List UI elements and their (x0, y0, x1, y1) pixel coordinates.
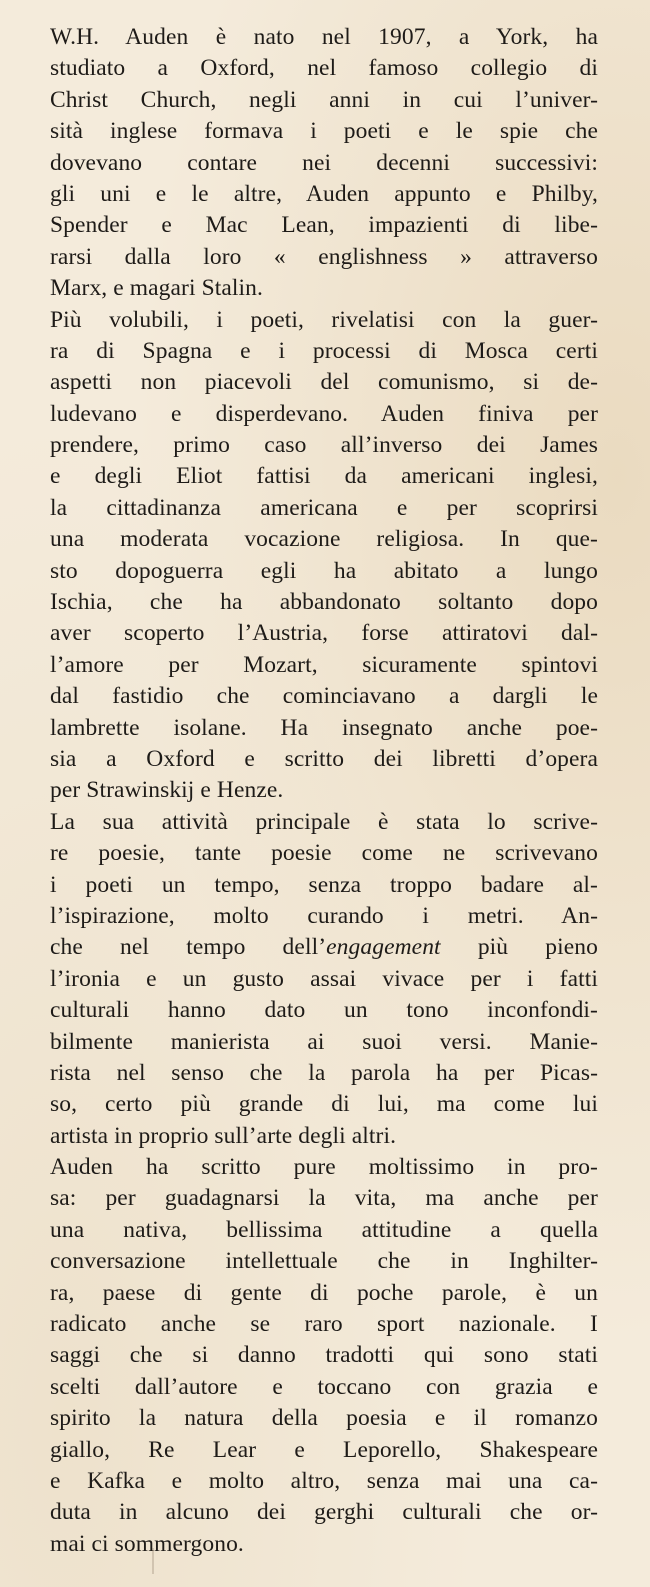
text-line: mai ci sommergono. (50, 1530, 244, 1557)
text-line: saggi che si danno tradotti qui sono stati (50, 1342, 598, 1369)
text-line: W.H. Auden è nato nel 1907, a York, ha (50, 24, 598, 50)
text-line: La sua attività principale è stata lo scrive- (50, 808, 598, 835)
text-line: artista in proprio sull’arte degli altri. (50, 1122, 397, 1149)
text-line: e Kafka e molto altro, senza mai una ca- (50, 1467, 598, 1494)
text-line: spirito la natura della poesia e il romanzo (50, 1405, 598, 1432)
text-line: culturali hanno dato un tono inconfondi- (50, 997, 598, 1024)
paragraph (50, 807, 598, 1152)
text-line: e degli Eliot fattisi da americani inglesi, (50, 463, 598, 490)
text-line: una moderata vocazione religiosa. In que- (50, 526, 598, 553)
text-line: rista nel senso che la parola ha per Picas- (50, 1059, 598, 1086)
text-line: Spender e Mac Lean, impazienti di libe- (50, 212, 598, 239)
text-line: re poesie, tante poesie come ne scrivevano (50, 840, 598, 867)
text-line-with-italic (50, 932, 598, 963)
text-line: per Strawinskij e Henze. (50, 777, 284, 804)
text-line: sto dopoguerra egli ha abitato a lungo (50, 557, 598, 584)
text-line: rarsi dalla loro « englishness » attraverso (50, 243, 598, 270)
text-line: sia a Oxford e scritto dei libretti d’opera (50, 745, 598, 772)
text-line: aspetti non piacevoli del comunismo, si de- (50, 369, 598, 396)
text-line: Marx, e magari Stalin. (50, 275, 263, 302)
text-line: ludevano e disperdevano. Auden finiva per (50, 400, 598, 427)
text-line: so, certo più grande di lui, ma come lui (50, 1091, 598, 1118)
text-line: Christ Church, negli anni in cui l’univer- (50, 86, 598, 113)
text-line: lambrette isolane. Ha insegnato anche poe- (50, 714, 598, 741)
text-segment: che nel tempo dell’ (50, 934, 327, 961)
text-line: sa: per guadagnarsi la vita, ma anche per (50, 1185, 598, 1212)
text-line: aver scoperto l’Austria, forse attiratovi dal- (50, 620, 598, 647)
text-line: l’ispirazione, molto curando i metri. An- (50, 902, 598, 929)
text-line: i poeti un tempo, senza troppo badare al- (50, 871, 598, 898)
text-line: dal fastidio che cominciavano a dargli le (50, 683, 598, 710)
text-line: Più volubili, i poeti, rivelatisi con la guer- (50, 306, 598, 333)
text-line: prendere, primo caso all’inverso dei James (50, 432, 598, 459)
paragraph (50, 1152, 598, 1560)
text-line: l’amore per Mozart, sicuramente spintovi (50, 651, 598, 678)
body-text (50, 22, 598, 1560)
text-line: duta in alcuno dei gerghi culturali che or- (50, 1499, 598, 1526)
text-line: ra di Spagna e i processi di Mosca certi (50, 337, 598, 364)
paragraph (50, 305, 598, 807)
text-line: giallo, Re Lear e Leporello, Shakespeare (50, 1436, 598, 1463)
text-line: radicato anche se raro sport nazionale. I (50, 1311, 598, 1338)
text-line: studiato a Oxford, nel famoso collegio di (50, 55, 598, 82)
text-line: dovevano contare nei decenni successivi: (50, 149, 598, 176)
text-line: bilmente manierista ai suoi versi. Manie- (50, 1028, 598, 1055)
text-line: Ischia, che ha abbandonato soltanto dopo (50, 589, 598, 616)
text-line: ra, paese di gente di poche parole, è un (50, 1279, 598, 1306)
text-line: Auden ha scritto pure moltissimo in pro- (50, 1154, 598, 1181)
text-line: la cittadinanza americana e per scoprirsi (50, 494, 598, 521)
text-line: sità inglese formava i poeti e le spie che (50, 118, 598, 145)
text-line: conversazione intellettuale che in Inghilter- (50, 1248, 598, 1275)
paragraph (50, 22, 598, 305)
text-segment: più pieno (440, 934, 598, 961)
italic-term: engagement (326, 934, 441, 961)
text-line: scelti dall’autore e toccano con grazia e (50, 1373, 598, 1400)
text-line: una nativa, bellissima attitudine a quella (50, 1216, 598, 1243)
text-line: gli uni e le altre, Auden appunto e Philby, (50, 180, 598, 207)
page-smudge (152, 1548, 154, 1574)
text-line: l’ironia e un gusto assai vivace per i fatti (50, 965, 598, 992)
